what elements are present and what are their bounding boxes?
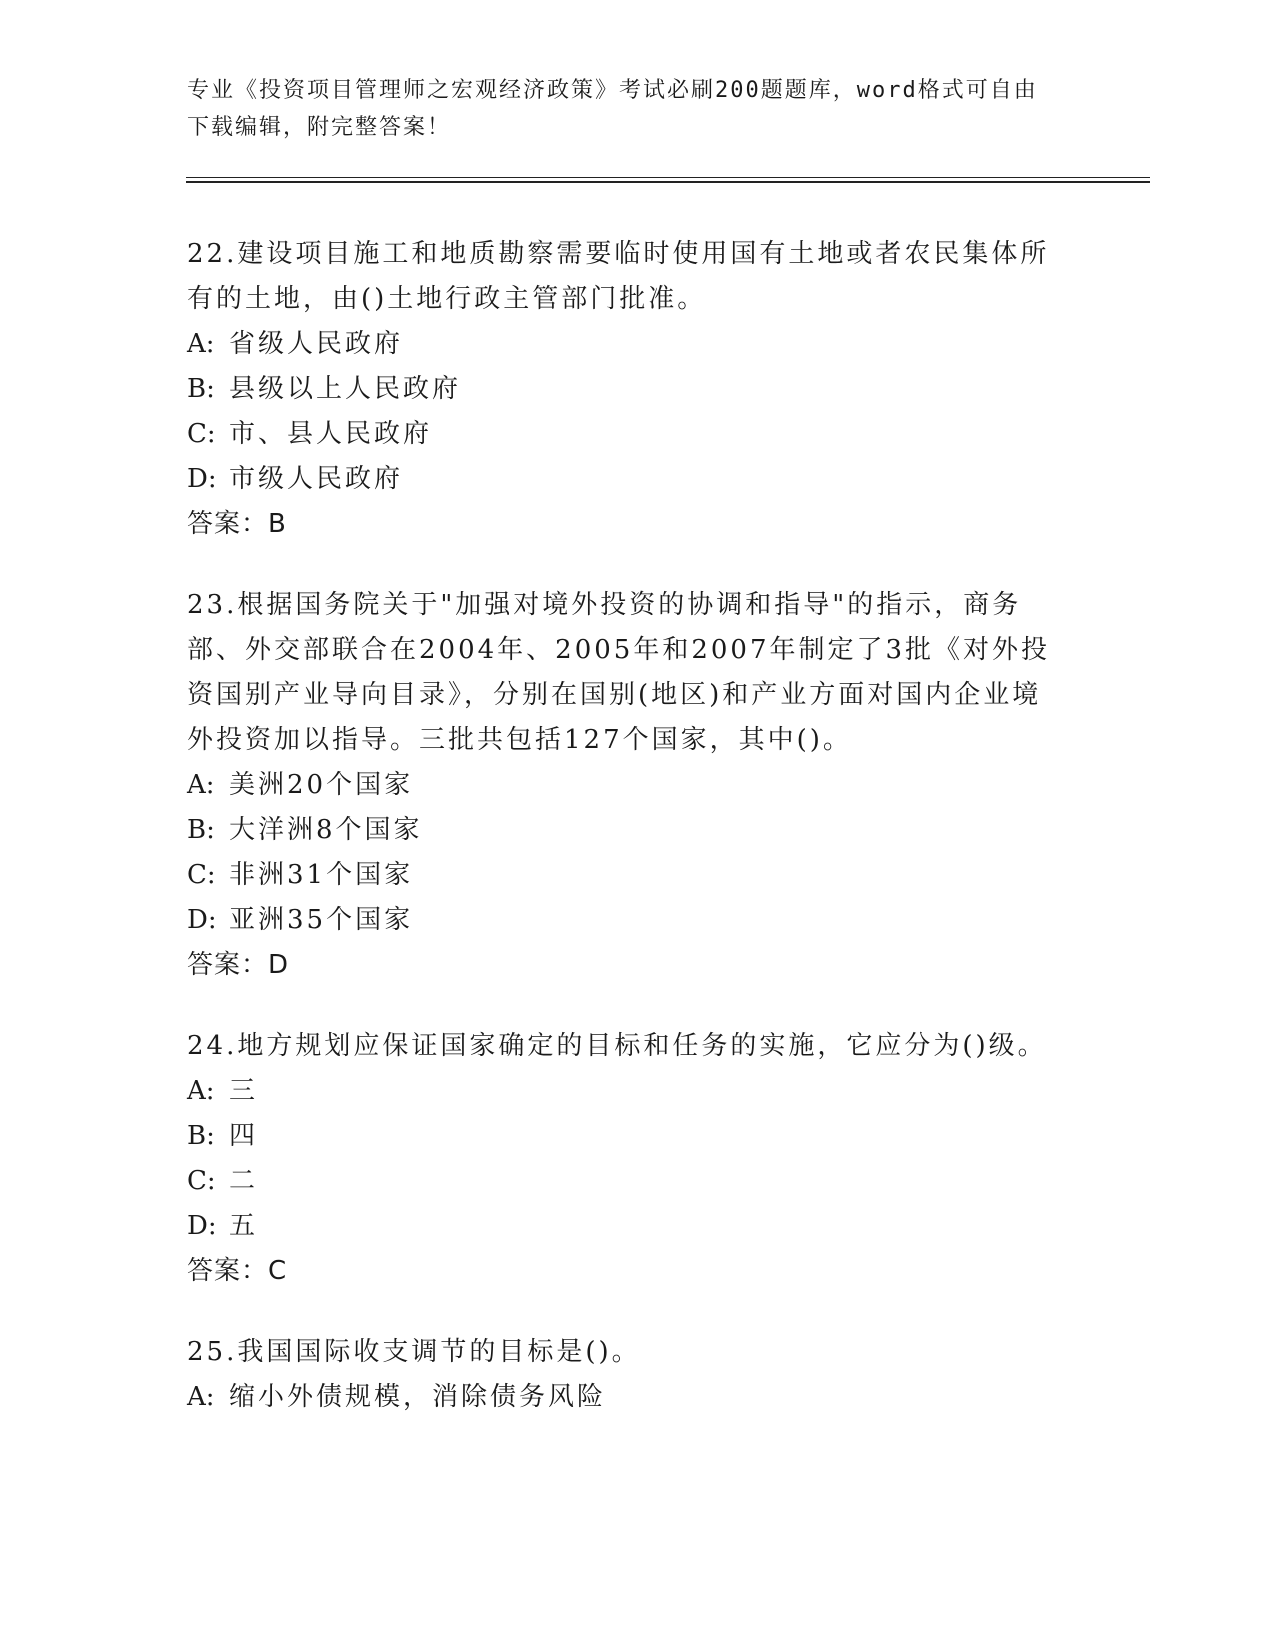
option-d bbox=[187, 457, 1067, 502]
option-a bbox=[187, 1069, 1067, 1114]
option-text: 市、县人民政府 bbox=[229, 419, 433, 449]
option-key: D: bbox=[187, 464, 217, 494]
question-25 bbox=[187, 1330, 1067, 1420]
option-text: 亚洲35个国家 bbox=[229, 905, 414, 935]
question-22 bbox=[187, 232, 1067, 547]
option-text: 三 bbox=[229, 1076, 259, 1106]
option-b bbox=[187, 367, 1067, 412]
option-text: 四 bbox=[229, 1121, 259, 1151]
option-a bbox=[187, 322, 1067, 367]
document-header bbox=[187, 72, 1087, 146]
option-key: A: bbox=[187, 1382, 215, 1412]
option-text: 省级人民政府 bbox=[229, 329, 404, 359]
header-line-1: 专业《投资项目管理师之宏观经济政策》考试必刷200题题库，word格式可自由 bbox=[187, 78, 1038, 103]
option-key: A: bbox=[187, 1076, 215, 1106]
option-key: A: bbox=[187, 329, 215, 359]
option-c bbox=[187, 412, 1067, 457]
option-text: 二 bbox=[229, 1166, 259, 1196]
question-text: 25.我国国际收支调节的目标是()。 bbox=[187, 1337, 641, 1367]
header-line-2: 下载编辑，附完整答案！ bbox=[187, 115, 452, 140]
option-c bbox=[187, 1159, 1067, 1204]
option-text: 市级人民政府 bbox=[229, 464, 404, 494]
option-d bbox=[187, 898, 1067, 943]
option-key: D: bbox=[187, 905, 217, 935]
option-text: 五 bbox=[229, 1211, 259, 1241]
question-text: 24.地方规划应保证国家确定的目标和任务的实施，它应分为()级。 bbox=[187, 1031, 1047, 1061]
question-24 bbox=[187, 1024, 1067, 1294]
answer-label: 答案：D bbox=[187, 950, 290, 980]
question-23 bbox=[187, 583, 1067, 988]
option-b bbox=[187, 808, 1067, 853]
option-a bbox=[187, 763, 1067, 808]
option-a bbox=[187, 1375, 1067, 1420]
option-text: 缩小外债规模，消除债务风险 bbox=[229, 1382, 607, 1412]
option-text: 县级以上人民政府 bbox=[229, 374, 462, 404]
option-key: B: bbox=[187, 1121, 215, 1151]
header-divider-thin bbox=[186, 177, 1150, 178]
option-text: 大洋洲8个国家 bbox=[229, 815, 423, 845]
option-d bbox=[187, 1204, 1067, 1249]
option-b bbox=[187, 1114, 1067, 1159]
question-list bbox=[187, 232, 1067, 1456]
option-key: C: bbox=[187, 1166, 216, 1196]
option-c bbox=[187, 853, 1067, 898]
option-key: B: bbox=[187, 374, 215, 404]
question-text: 22.建设项目施工和地质勘察需要临时使用国有土地或者农民集体所有的土地，由()土地行政主管部门批准。 bbox=[187, 239, 1050, 314]
option-key: D: bbox=[187, 1211, 217, 1241]
answer-label: 答案：C bbox=[187, 1256, 288, 1286]
question-text: 23.根据国务院关于"加强对境外投资的协调和指导"的指示，商务部、外交部联合在2004年、2005年和2007年制定了3批《对外投资国别产业导向目录》，分别在国别(地区)和产业方面对国内企业境外投资加以指导。三批共包括127个国家，其中()。 bbox=[187, 590, 1051, 755]
header-divider-thick bbox=[186, 181, 1150, 183]
option-key: A: bbox=[187, 770, 215, 800]
option-key: C: bbox=[187, 860, 216, 890]
answer-label: 答案：B bbox=[187, 509, 287, 539]
option-text: 非洲31个国家 bbox=[229, 860, 414, 890]
option-text: 美洲20个国家 bbox=[229, 770, 414, 800]
option-key: B: bbox=[187, 815, 215, 845]
option-key: C: bbox=[187, 419, 216, 449]
